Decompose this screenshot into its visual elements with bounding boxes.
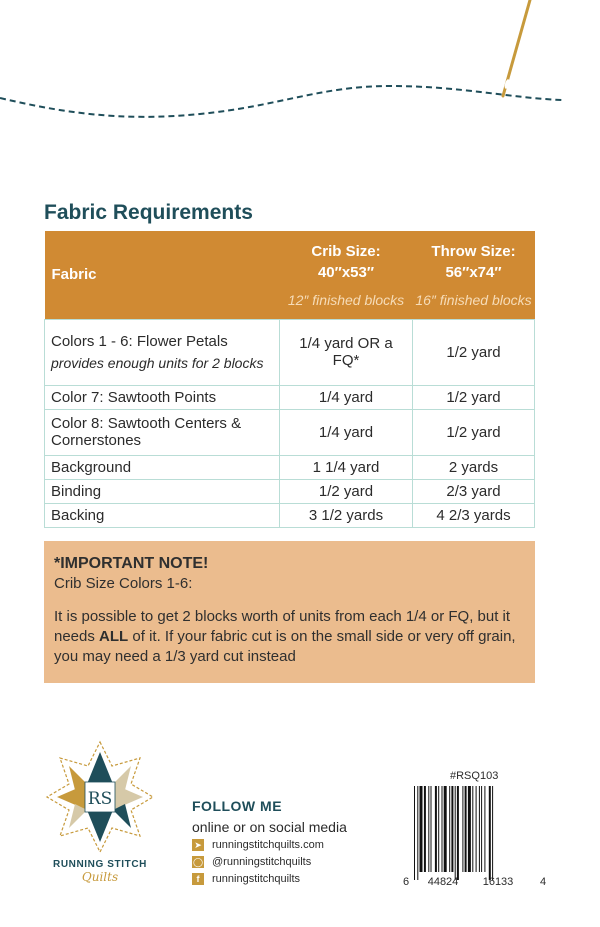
dashed-thread bbox=[0, 86, 562, 117]
barcode-group-1: 44824 bbox=[427, 876, 459, 888]
barcode-bar bbox=[442, 786, 443, 872]
barcode-bar bbox=[472, 786, 473, 872]
throw-title: Throw Size: bbox=[431, 243, 516, 261]
barcode-bar bbox=[449, 786, 450, 872]
throw-cell: 1/2 yard bbox=[413, 385, 535, 409]
crib-finished: 12″ finished blocks bbox=[287, 292, 405, 309]
logo-brand-name: RUNNING STITCH bbox=[53, 859, 147, 870]
link-text: runningstitchquilts.com bbox=[212, 839, 324, 851]
throw-cell: 2 yards bbox=[413, 455, 535, 479]
barcode-bars bbox=[414, 786, 493, 880]
barcode-bar bbox=[457, 786, 459, 880]
throw-cell: 1/2 yard bbox=[413, 409, 535, 455]
crib-cell: 3 1/2 yards bbox=[280, 503, 413, 527]
note-title: *IMPORTANT NOTE! bbox=[54, 555, 209, 572]
crib-title: Crib Size: bbox=[311, 243, 381, 261]
instagram-link[interactable] bbox=[192, 856, 311, 868]
barcode-bar bbox=[481, 786, 482, 872]
follow-subtitle: online or on social media bbox=[192, 819, 347, 835]
table-row bbox=[45, 479, 535, 503]
needle-thread-decoration bbox=[0, 0, 600, 140]
header-fabric: Fabric bbox=[45, 231, 280, 319]
important-note-box bbox=[44, 541, 535, 683]
barcode-bar bbox=[468, 786, 471, 872]
barcode-bar bbox=[438, 786, 439, 872]
crib-dims: 40″x53″ bbox=[317, 264, 375, 282]
barcode-digit-left: 6 bbox=[403, 876, 410, 888]
crib-cell: 1/4 yard bbox=[280, 409, 413, 455]
throw-cell: 2/3 yard bbox=[413, 479, 535, 503]
table-row bbox=[45, 503, 535, 527]
table-row bbox=[45, 319, 535, 385]
header-throw bbox=[413, 231, 535, 319]
barcode-bar bbox=[417, 786, 418, 880]
note-body-text-end: of it. If your fabric cut is on the small side or very off grain, you may need a 1/3 yard cut instead bbox=[54, 628, 516, 665]
barcode-bar bbox=[462, 786, 463, 872]
facebook-link[interactable] bbox=[192, 873, 300, 885]
note-body bbox=[54, 607, 525, 667]
throw-cell: 1/2 yard bbox=[413, 319, 535, 385]
barcode-digit-right: 4 bbox=[540, 876, 547, 888]
barcode-bar bbox=[424, 786, 426, 872]
facebook-icon: f bbox=[192, 873, 204, 885]
page-title: Fabric Requirements bbox=[44, 201, 253, 224]
barcode-bar bbox=[465, 786, 467, 872]
product-sku: #RSQ103 bbox=[450, 770, 499, 782]
barcode-bar bbox=[431, 786, 432, 872]
throw-finished: 16″ finished blocks bbox=[415, 292, 532, 309]
barcode-group-2: 16133 bbox=[482, 876, 514, 888]
barcode-bar bbox=[489, 786, 491, 880]
note-subtitle: Crib Size Colors 1-6: bbox=[54, 575, 193, 592]
barcode-bar bbox=[479, 786, 480, 872]
header-crib bbox=[280, 231, 413, 319]
fabric-sub-note: provides enough units for 2 blocks bbox=[51, 355, 264, 371]
barcode bbox=[400, 784, 548, 900]
table-row bbox=[45, 409, 535, 455]
barcode-bar bbox=[414, 786, 415, 880]
crib-cell: 1 1/4 yard bbox=[280, 455, 413, 479]
link-text: @runningstitchquilts bbox=[212, 856, 312, 868]
fabric-cell: Binding bbox=[45, 479, 280, 503]
website-link[interactable] bbox=[192, 839, 324, 851]
fabric-cell: Backing bbox=[45, 503, 280, 527]
crib-cell: 1/4 yard OR a FQ* bbox=[280, 319, 413, 385]
logo-script: Quilts bbox=[81, 870, 119, 884]
barcode-bar bbox=[455, 786, 456, 880]
throw-dims: 56″x74″ bbox=[445, 264, 502, 282]
barcode-bar bbox=[476, 786, 477, 872]
table-row bbox=[45, 385, 535, 409]
barcode-bar bbox=[444, 786, 447, 872]
note-body-emphasis: ALL bbox=[99, 628, 129, 645]
fabric-cell: Background bbox=[45, 455, 280, 479]
barcode-bar bbox=[492, 786, 493, 880]
table-row bbox=[45, 455, 535, 479]
note-body-text: It is possible to get 2 blocks worth of units from each 1/4 or FQ, but it needs bbox=[54, 608, 511, 645]
link-text: runningstitchquilts bbox=[212, 873, 301, 885]
instagram-icon: ◯ bbox=[192, 857, 204, 867]
barcode-bar bbox=[420, 786, 423, 872]
crib-cell: 1/4 yard bbox=[280, 385, 413, 409]
fabric-label: Colors 1 - 6: Flower Petals bbox=[51, 333, 228, 350]
barcode-bar bbox=[451, 786, 453, 872]
cursor-icon: ➤ bbox=[192, 839, 204, 851]
fabric-cell: Color 7: Sawtooth Points bbox=[45, 385, 280, 409]
barcode-bar bbox=[428, 786, 429, 872]
fabric-requirements-table bbox=[44, 231, 535, 528]
fabric-cell bbox=[45, 319, 280, 385]
crib-cell: 1/2 yard bbox=[280, 479, 413, 503]
barcode-bar bbox=[484, 786, 485, 872]
logo-monogram: RS bbox=[87, 789, 113, 809]
follow-title: FOLLOW ME bbox=[192, 798, 283, 814]
barcode-bar bbox=[435, 786, 437, 872]
fabric-cell: Color 8: Sawtooth Centers & Cornerstones bbox=[45, 409, 280, 455]
throw-cell: 4 2/3 yards bbox=[413, 503, 535, 527]
